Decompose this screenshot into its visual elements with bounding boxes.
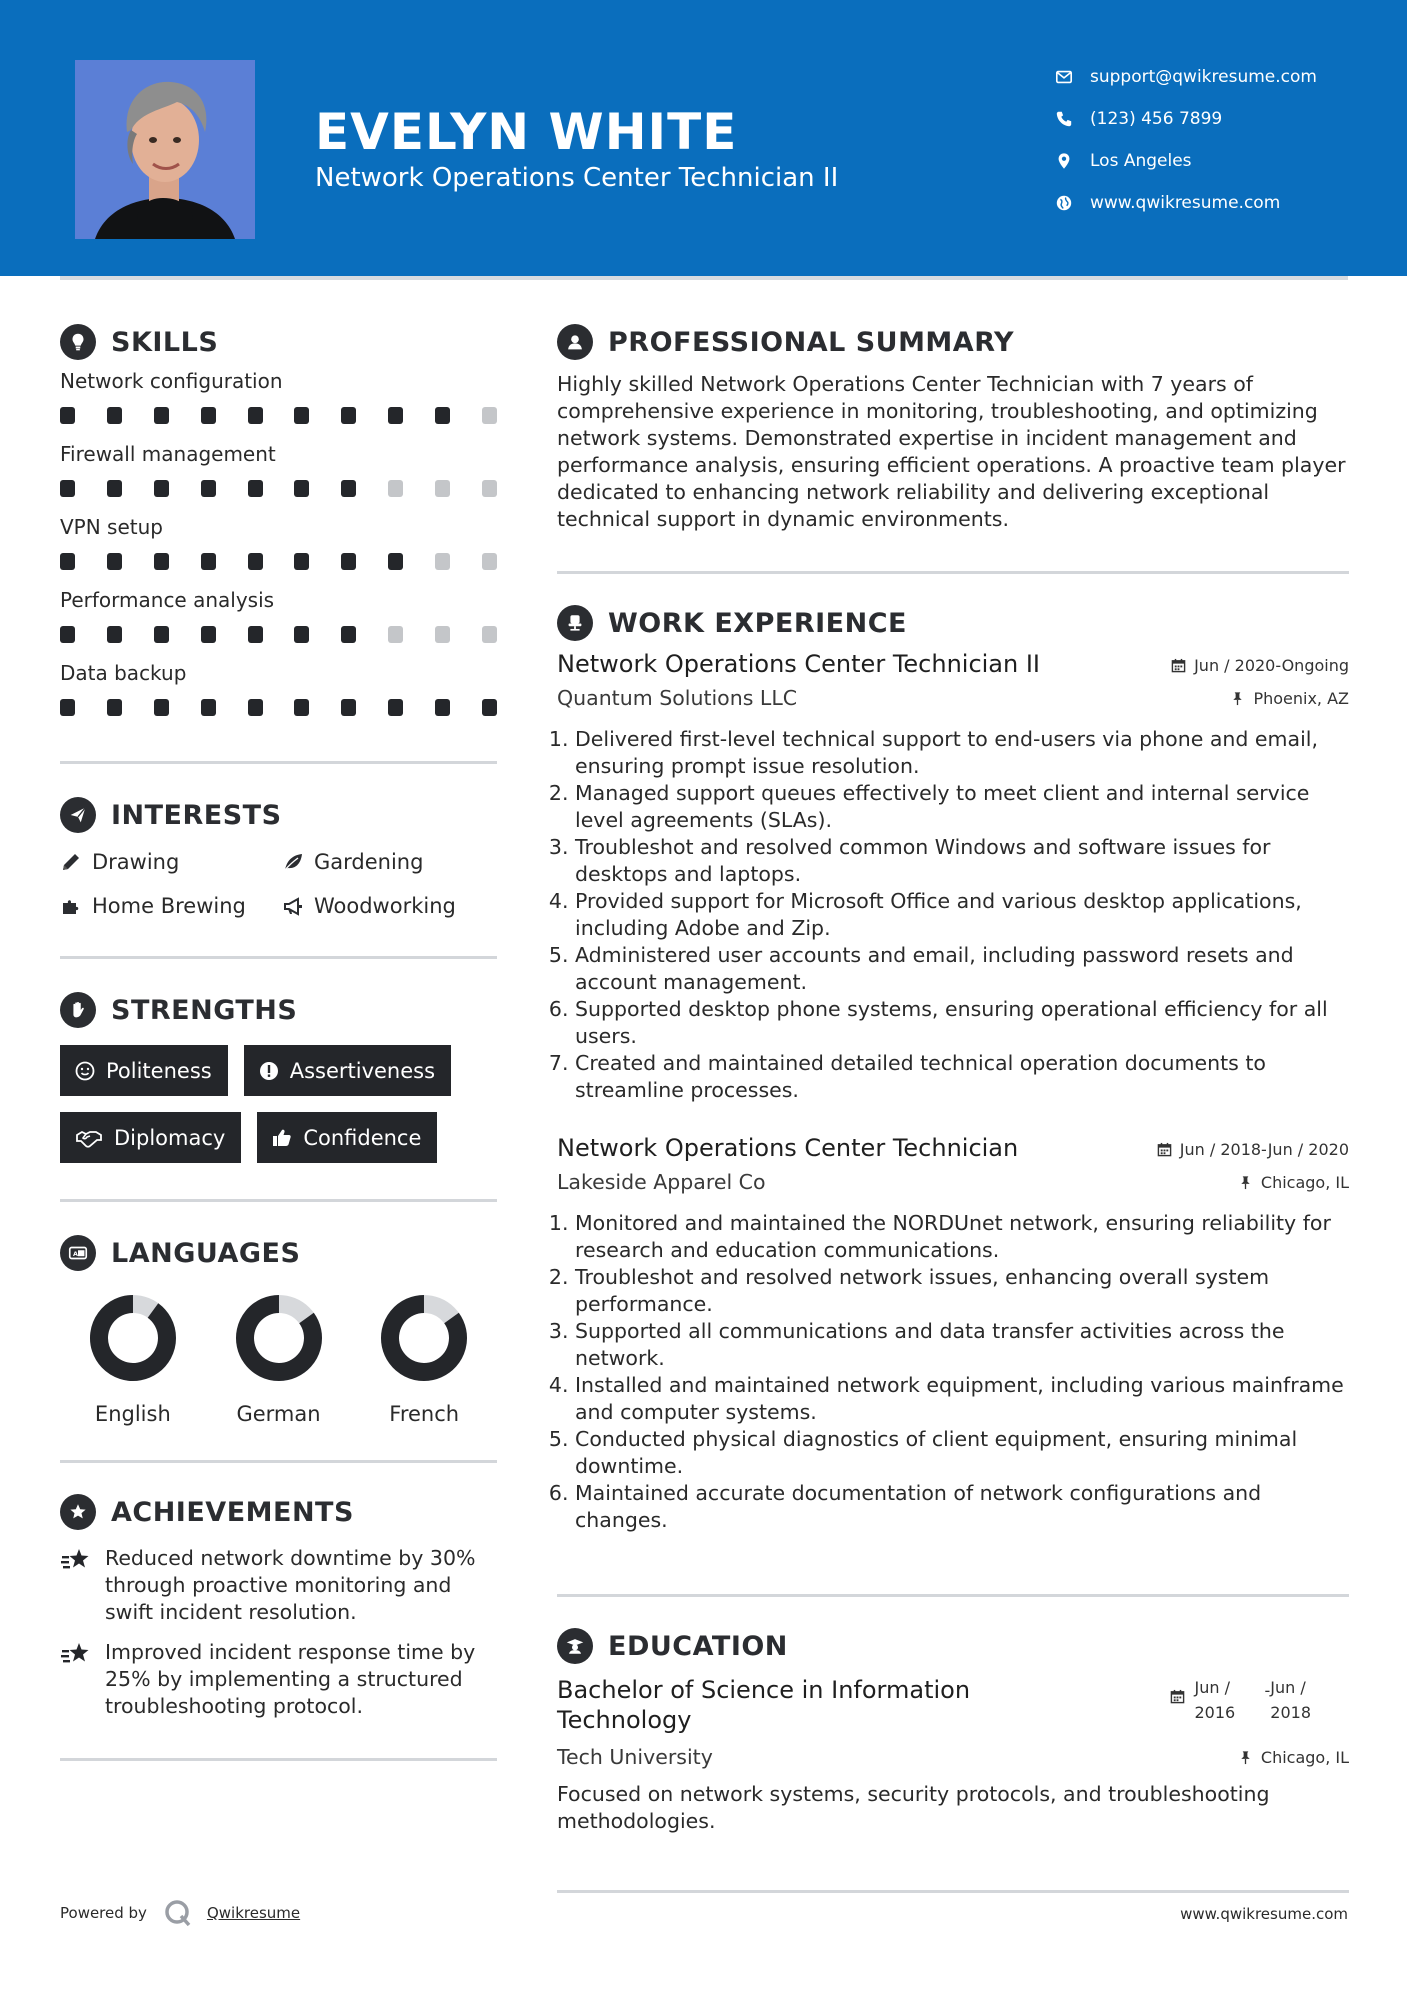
- rating-dot-filled: [201, 553, 216, 570]
- bullhorn-icon: [282, 895, 304, 917]
- skill-item: [60, 515, 497, 571]
- education-end-year: 2018: [1270, 1703, 1311, 1722]
- skill-item: [60, 369, 497, 425]
- right-column: [557, 323, 1349, 1835]
- handshake-icon: [74, 1127, 104, 1149]
- rating-dot-filled: [294, 699, 309, 716]
- contact-phone-text: (123) 456 7899: [1090, 109, 1223, 129]
- left-column: [60, 323, 497, 1761]
- rating-dot-filled: [60, 699, 75, 716]
- duty-item: 6. Supported desktop phone systems, ensuring operational efficiency for all users.: [575, 996, 1349, 1050]
- job-dates: [1171, 656, 1349, 675]
- rating-dot-filled: [107, 553, 122, 570]
- summary-heading: [557, 323, 1349, 361]
- duty-item: 7. Created and maintained detailed technical operation documents to streamline processes.: [575, 1050, 1349, 1104]
- graduate-icon: [557, 1628, 593, 1664]
- skills-title: SKILLS: [111, 326, 219, 358]
- candidate-name: EVELYN WHITE: [315, 103, 738, 161]
- job-company: Lakeside Apparel Co: [557, 1170, 766, 1194]
- interest-label: Woodworking: [314, 894, 456, 918]
- rating-dot-filled: [435, 407, 450, 424]
- skill-rating: [60, 553, 497, 571]
- rating-dot-filled: [60, 407, 75, 424]
- education-dates: [1170, 1675, 1312, 1735]
- strength-label: Confidence: [303, 1125, 422, 1150]
- duty-item: 2. Managed support queues effectively to meet client and internal service level agreements (SLAs).: [575, 780, 1349, 834]
- contact-phone[interactable]: [1055, 98, 1375, 140]
- calendar-icon: [1170, 1689, 1185, 1704]
- footer-divider: [557, 1890, 1349, 1893]
- education-degree: Bachelor of Science in Information Technology: [557, 1676, 971, 1734]
- skill-name: Firewall management: [60, 442, 276, 466]
- job-header: [557, 650, 1349, 678]
- strength-tag: [244, 1045, 451, 1096]
- contact-email[interactable]: [1055, 56, 1375, 98]
- strengths-heading: [60, 991, 497, 1029]
- map-marker-icon: [1055, 152, 1073, 170]
- rating-dot-filled: [154, 699, 169, 716]
- rating-dot-empty: [435, 480, 450, 497]
- skill-name: Network configuration: [60, 369, 283, 393]
- rating-dot-filled: [248, 626, 263, 643]
- svg-text:A: A: [72, 1250, 78, 1259]
- pencil-icon: [60, 851, 82, 873]
- achievements-list: [60, 1545, 497, 1720]
- achievement-item: [60, 1639, 497, 1720]
- rating-dot-filled: [60, 480, 75, 497]
- duty-item: 1. Monitored and maintained the NORDUnet network, ensuring reliability for research and education communications.: [575, 1210, 1349, 1264]
- interests-heading: [60, 796, 497, 834]
- contact-list: [1055, 56, 1375, 224]
- experience-title: WORK EXPERIENCE: [608, 607, 907, 639]
- interest-label: Drawing: [92, 850, 180, 874]
- rating-dot-filled: [388, 699, 403, 716]
- portrait-illustration: [75, 60, 255, 239]
- education-description: Focused on network systems, security protocols, and troubleshooting methodologies.: [557, 1782, 1270, 1833]
- rating-dot-filled: [482, 699, 497, 716]
- rating-dot-filled: [154, 407, 169, 424]
- rating-dot-filled: [248, 553, 263, 570]
- job-location: [1230, 689, 1349, 708]
- user-icon: [557, 324, 593, 360]
- job-location: [1238, 1173, 1349, 1192]
- duty-item: 2. Troubleshot and resolved network issues, enhancing overall system performance.: [575, 1264, 1349, 1318]
- rating-dot-filled: [107, 407, 122, 424]
- rating-dot-empty: [482, 480, 497, 497]
- section-divider: [60, 1199, 497, 1202]
- duty-item: 5. Administered user accounts and email, including password resets and account management.: [575, 942, 1349, 996]
- job-dates: [1157, 1140, 1349, 1159]
- skill-item: [60, 588, 497, 644]
- job-company-row: [557, 686, 1349, 710]
- interest-label: Gardening: [314, 850, 424, 874]
- rating-dot-filled: [154, 626, 169, 643]
- job-location-text: Chicago, IL: [1260, 1172, 1349, 1192]
- interests-title: INTERESTS: [111, 799, 282, 831]
- exclamation-icon: [258, 1060, 280, 1082]
- job-location-text: Phoenix, AZ: [1253, 688, 1349, 708]
- skill-rating: [60, 626, 497, 644]
- pushpin-icon: [1238, 1750, 1253, 1765]
- strength-tag: [60, 1112, 241, 1163]
- rating-dot-filled: [154, 553, 169, 570]
- section-divider: [60, 1460, 497, 1463]
- job-header: [557, 1134, 1349, 1162]
- section-divider: [60, 761, 497, 764]
- language-donut: [89, 1294, 177, 1382]
- rating-dot-filled: [201, 626, 216, 643]
- achievement-text: Reduced network downtime by 30% through proactive monitoring and swift incident resolution.: [105, 1546, 476, 1624]
- skill-name: Data backup: [60, 661, 187, 685]
- donut-fill: [99, 1304, 167, 1372]
- rating-dot-filled: [248, 407, 263, 424]
- star-trophy-icon: [60, 1547, 92, 1575]
- education-heading: [557, 1627, 1349, 1665]
- languages-heading: [60, 1234, 497, 1272]
- globe-icon: [1055, 194, 1073, 212]
- pushpin-icon: [1238, 1175, 1253, 1190]
- job-duties: [557, 726, 1349, 1104]
- contact-website[interactable]: [1055, 182, 1375, 224]
- contact-location-text: Los Angeles: [1090, 151, 1192, 171]
- lightbulb-icon: [60, 324, 96, 360]
- education-end: [1270, 1675, 1311, 1725]
- education-title: EDUCATION: [608, 1630, 788, 1662]
- skill-item: [60, 442, 497, 498]
- education-start-month: Jun /: [1194, 1678, 1230, 1697]
- rating-dot-empty: [482, 626, 497, 643]
- rating-dot-empty: [435, 553, 450, 570]
- skill-item: [60, 661, 497, 717]
- paper-plane-icon: [60, 797, 96, 833]
- candidate-title: Network Operations Center Technician II: [315, 163, 839, 193]
- rating-dot-filled: [107, 480, 122, 497]
- strength-tag: [60, 1045, 228, 1096]
- thumbs-up-icon: [271, 1127, 293, 1149]
- leaf-icon: [282, 851, 304, 873]
- strength-label: Assertiveness: [289, 1058, 436, 1083]
- duty-item: 4. Installed and maintained network equipment, including various mainframe and computer systems.: [575, 1372, 1349, 1426]
- language-item: [351, 1294, 497, 1426]
- education-school: Tech University: [557, 1745, 713, 1769]
- education-location: [1238, 1748, 1349, 1767]
- job-company-row: [557, 1170, 1349, 1194]
- language-item: [206, 1294, 352, 1426]
- duty-item: 3. Troubleshot and resolved common Windows and software issues for desktops and laptops.: [575, 834, 1349, 888]
- summary-text: Highly skilled Network Operations Center Technician with 7 years of comprehensive experience in monitoring, troubleshooting, and optimizing network systems. Demonstrated expertise in incident management and performance analysis, ensuring efficient operations. A proactive team player dedicated to enhancing network reliability and delivering exceptional technical support in dynamic environments.: [557, 372, 1346, 531]
- envelope-icon: [1055, 68, 1073, 86]
- job-title: Network Operations Center Technician II: [557, 650, 1041, 678]
- powered-by-text: Powered by: [60, 1904, 147, 1922]
- achievement-item: [60, 1545, 497, 1626]
- rating-dot-filled: [154, 480, 169, 497]
- job-entry: [557, 1134, 1349, 1534]
- interest-item: [60, 848, 282, 876]
- education-end-month: Jun /: [1270, 1678, 1306, 1697]
- rating-dot-filled: [294, 407, 309, 424]
- language-label: French: [389, 1402, 460, 1426]
- job-dates-text: Jun / 2018-Jun / 2020: [1179, 1140, 1349, 1159]
- job-entry: [557, 650, 1349, 1104]
- rating-dot-filled: [388, 553, 403, 570]
- contact-email-text: support@qwikresume.com: [1090, 67, 1317, 87]
- rating-dot-filled: [107, 699, 122, 716]
- rating-dot-filled: [294, 480, 309, 497]
- footer-powered-by: [60, 1898, 300, 1928]
- strengths-list: [60, 1045, 497, 1163]
- rating-dot-filled: [294, 626, 309, 643]
- skills-heading: [60, 323, 497, 361]
- language-label: English: [94, 1402, 171, 1426]
- pushpin-icon: [1230, 691, 1245, 706]
- rating-dot-filled: [248, 699, 263, 716]
- profile-photo: [75, 60, 255, 239]
- rating-dot-empty: [435, 626, 450, 643]
- education-location-text: Chicago, IL: [1260, 1747, 1349, 1767]
- achievements-heading: [60, 1493, 497, 1531]
- skill-rating: [60, 480, 497, 498]
- calendar-icon: [1171, 658, 1186, 673]
- qwikresume-link[interactable]: Qwikresume: [206, 1904, 301, 1922]
- interest-label: Home Brewing: [92, 894, 246, 918]
- duty-item: 5. Conducted physical diagnostics of client equipment, ensuring minimal downtime.: [575, 1426, 1349, 1480]
- rating-dot-filled: [341, 699, 356, 716]
- rating-dot-filled: [388, 407, 403, 424]
- education-dash: -: [1264, 1681, 1271, 1700]
- strength-label: Diplomacy: [114, 1125, 226, 1150]
- smile-icon: [74, 1060, 96, 1082]
- rating-dot-filled: [341, 626, 356, 643]
- rating-dot-filled: [248, 480, 263, 497]
- rating-dot-filled: [201, 407, 216, 424]
- job-title: Network Operations Center Technician: [557, 1134, 1019, 1162]
- rating-dot-filled: [435, 699, 450, 716]
- puzzle-icon: [60, 895, 82, 917]
- interests-list: [60, 848, 497, 920]
- skill-rating: [60, 699, 497, 717]
- rating-dot-filled: [60, 626, 75, 643]
- duty-item: 6. Maintained accurate documentation of network configurations and changes.: [575, 1480, 1349, 1534]
- contact-location: [1055, 140, 1375, 182]
- summary-title: PROFESSIONAL SUMMARY: [608, 326, 1015, 358]
- skill-name: VPN setup: [60, 515, 163, 539]
- rating-dot-empty: [482, 553, 497, 570]
- strengths-title: STRENGTHS: [111, 994, 298, 1026]
- language-icon: [60, 1235, 96, 1271]
- footer-url[interactable]: www.qwikresume.com: [1180, 1905, 1348, 1923]
- rating-dot-filled: [341, 553, 356, 570]
- interest-item: [60, 892, 282, 920]
- strength-label: Politeness: [106, 1058, 212, 1083]
- duty-item: 1. Delivered first-level technical support to end-users via phone and email, ensuring prompt issue resolution.: [575, 726, 1349, 780]
- job-dates-text: Jun / 2020-Ongoing: [1194, 656, 1349, 675]
- rating-dot-filled: [60, 553, 75, 570]
- rating-dot-filled: [201, 699, 216, 716]
- section-divider: [60, 956, 497, 959]
- education-start-year: 2016: [1194, 1703, 1236, 1722]
- languages-title: LANGUAGES: [111, 1237, 301, 1269]
- qwikresume-logo-icon: [163, 1898, 193, 1928]
- skill-rating: [60, 407, 497, 425]
- strength-tag: [257, 1112, 437, 1163]
- language-donut: [235, 1294, 323, 1382]
- rating-dot-filled: [341, 407, 356, 424]
- interest-item: [282, 892, 497, 920]
- skills-list: [60, 369, 497, 717]
- education-school-row: [557, 1745, 1349, 1769]
- rating-dot-filled: [294, 553, 309, 570]
- interest-item: [282, 848, 497, 876]
- section-divider: [557, 571, 1349, 574]
- education-header: [557, 1675, 1349, 1735]
- language-label: German: [236, 1402, 321, 1426]
- education-start: [1195, 1675, 1265, 1725]
- calendar-icon: [1157, 1142, 1172, 1157]
- job-duties: [557, 1210, 1349, 1534]
- languages-list: [60, 1294, 497, 1426]
- hand-icon: [60, 992, 96, 1028]
- rating-dot-filled: [341, 480, 356, 497]
- rating-dot-empty: [482, 407, 497, 424]
- rating-dot-filled: [107, 626, 122, 643]
- chair-icon: [557, 605, 593, 641]
- experience-heading: [557, 604, 1349, 642]
- skill-name: Performance analysis: [60, 588, 275, 612]
- language-item: [60, 1294, 206, 1426]
- achievements-title: ACHIEVEMENTS: [111, 1496, 354, 1528]
- duty-item: 3. Supported all communications and data transfer activities across the network.: [575, 1318, 1349, 1372]
- star-trophy-icon: [60, 1641, 92, 1669]
- duty-item: 4. Provided support for Microsoft Office and various desktop applications, including Adobe and Zip.: [575, 888, 1349, 942]
- header-divider: [60, 276, 1348, 280]
- rating-dot-filled: [201, 480, 216, 497]
- section-divider: [557, 1594, 1349, 1597]
- language-donut: [380, 1294, 468, 1382]
- contact-website-text: www.qwikresume.com: [1090, 193, 1281, 213]
- phone-icon: [1055, 110, 1073, 128]
- resume-header: [0, 0, 1407, 276]
- job-company: Quantum Solutions LLC: [557, 686, 798, 710]
- star-badge-icon: [60, 1494, 96, 1530]
- rating-dot-empty: [388, 480, 403, 497]
- section-divider: [60, 1758, 497, 1761]
- achievement-text: Improved incident response time by 25% by implementing a structured troubleshooting protocol.: [105, 1640, 476, 1718]
- rating-dot-empty: [388, 626, 403, 643]
